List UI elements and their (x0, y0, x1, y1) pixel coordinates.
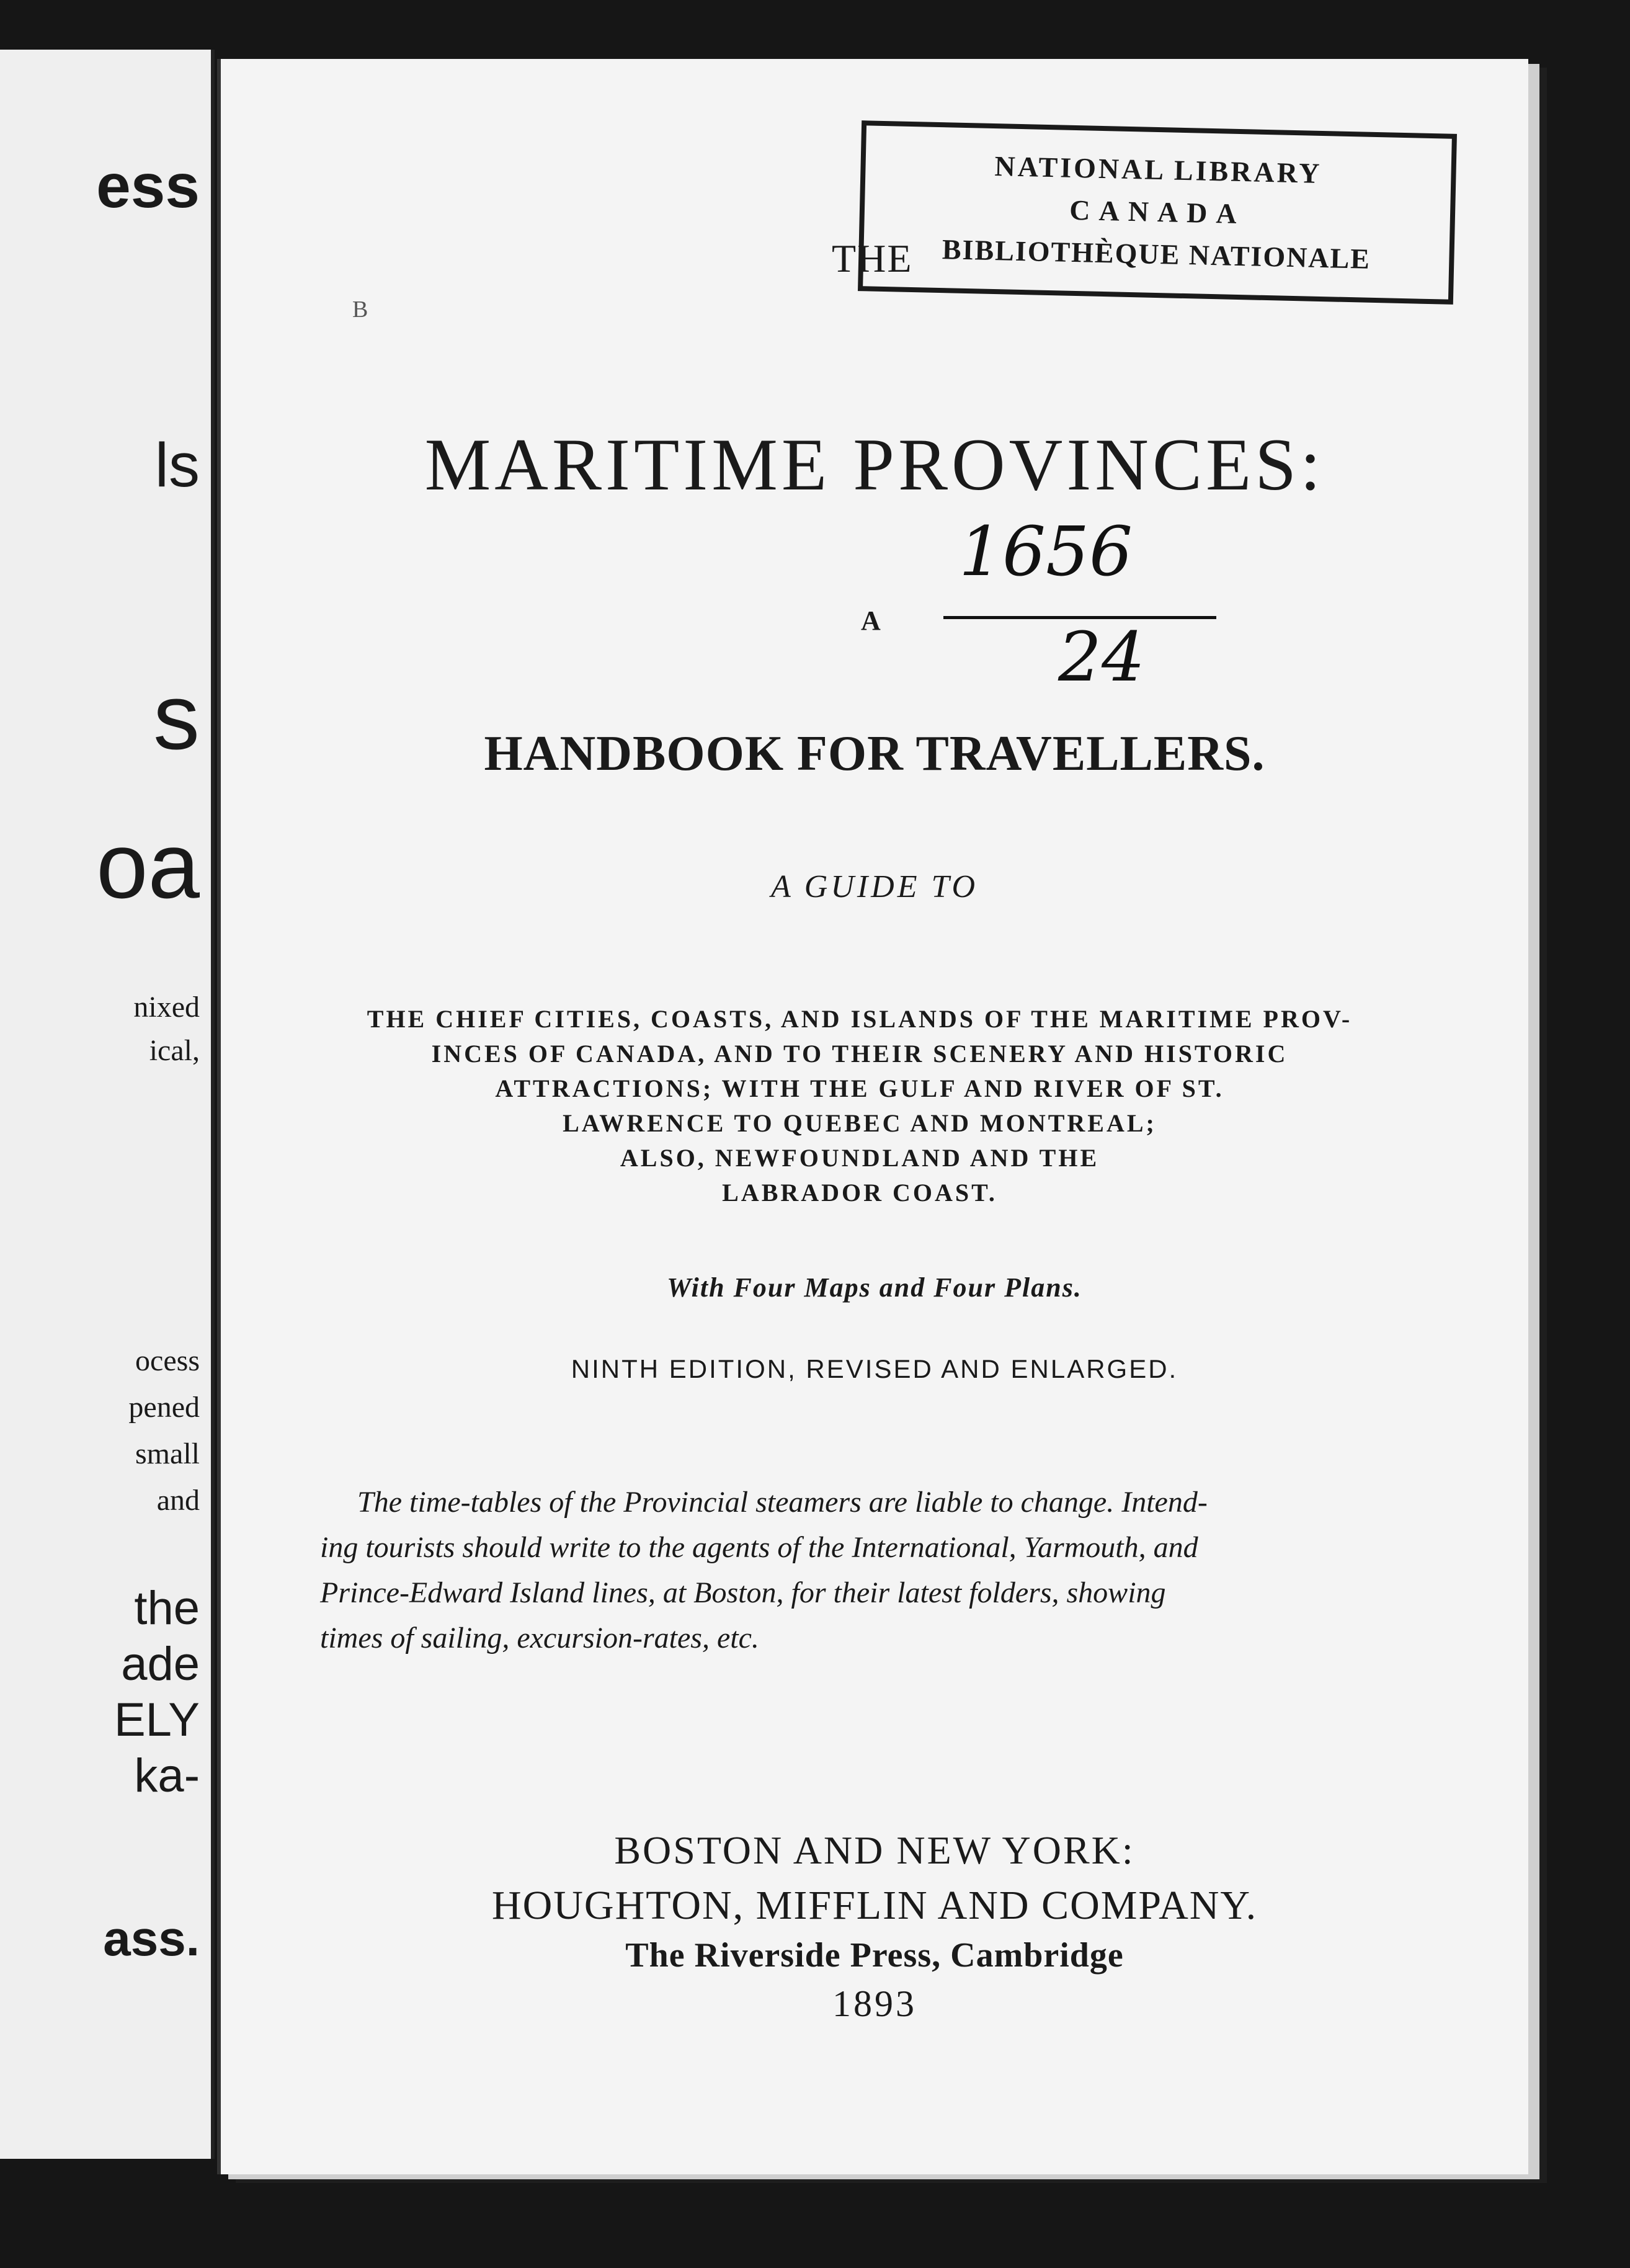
book-title: MARITIME PROVINCES: (424, 423, 1325, 506)
left-text-fragment: s (153, 664, 200, 769)
title-page (217, 59, 1528, 2174)
guide-to: A GUIDE TO (770, 869, 979, 904)
stamp-line-1: NATIONAL LIBRARY (994, 150, 1323, 190)
description-line: INCES OF CANADA, AND TO THEIR SCENERY AND HISTORIC (431, 1040, 1288, 1068)
publisher-cities: BOSTON AND NEW YORK: (614, 1828, 1135, 1872)
imprint (221, 1827, 1528, 2026)
left-text-fragment: the (134, 1582, 200, 1635)
note-line: The time-tables of the Provincial steamers are liable to change. Intend- (357, 1486, 1208, 1519)
description-line: THE CHIEF CITIES, COASTS, AND ISLANDS OF THE MARITIME PROV- (367, 1005, 1353, 1033)
note-line: ing tourists should write to the agents of the International, Yarmouth, and (320, 1531, 1198, 1564)
note-line: Prince-Edward Island lines, at Boston, for their latest folders, showing (320, 1576, 1166, 1609)
stamp-line-3: BIBLIOTHÈQUE NATIONALE (942, 233, 1371, 275)
left-text-fragment: pened (128, 1391, 200, 1424)
maps-line: With Four Maps and Four Plans. (667, 1272, 1082, 1303)
description-line: ATTRACTIONS; WITH THE GULF AND RIVER OF ST. (495, 1074, 1224, 1102)
left-text-fragment: nixed (133, 991, 200, 1024)
stamp-line-2: CANADA (1069, 194, 1246, 230)
left-text-fragment: ass. (103, 1911, 200, 1966)
description-line: LABRADOR COAST. (722, 1179, 997, 1207)
left-text-fragment: oa (96, 813, 200, 917)
left-text-fragment: ical, (149, 1034, 200, 1067)
publisher-name: HOUGHTON, MIFFLIN AND COMPANY. (491, 1882, 1258, 1928)
left-page-fragment (0, 50, 215, 2159)
margin-mark: B (352, 297, 368, 323)
left-text-fragment: ade (121, 1638, 200, 1690)
note-line: times of sailing, excursion-rates, etc. (320, 1622, 759, 1654)
subtitle: HANDBOOK FOR TRAVELLERS. (484, 726, 1265, 781)
left-text-fragment: ELY (114, 1694, 200, 1746)
left-text-fragment: ess (96, 151, 200, 221)
article-a: A (861, 605, 881, 636)
description-line: LAWRENCE TO QUEBEC AND MONTREAL; (563, 1109, 1157, 1137)
left-text-fragment: ocess (135, 1344, 200, 1377)
title-the: THE (832, 236, 913, 280)
description-block (326, 1002, 1393, 1210)
left-text-fragment: ls (154, 431, 200, 500)
left-text-fragment: ka- (134, 1749, 200, 1802)
handwritten-number-bottom: 24 (1058, 617, 1145, 697)
timetable-note (320, 1480, 1430, 1661)
library-stamp (858, 120, 1457, 305)
handwritten-number-top: 1656 (959, 512, 1133, 591)
publication-year: 1893 (832, 1983, 917, 2025)
edition-line: NINTH EDITION, REVISED AND ENLARGED. (571, 1354, 1178, 1383)
left-text-fragment: small (135, 1437, 200, 1470)
publisher-press: The Riverside Press, Cambridge (625, 1935, 1124, 1975)
description-line: ALSO, NEWFOUNDLAND AND THE (620, 1144, 1100, 1172)
left-text-fragment: and (156, 1484, 200, 1517)
